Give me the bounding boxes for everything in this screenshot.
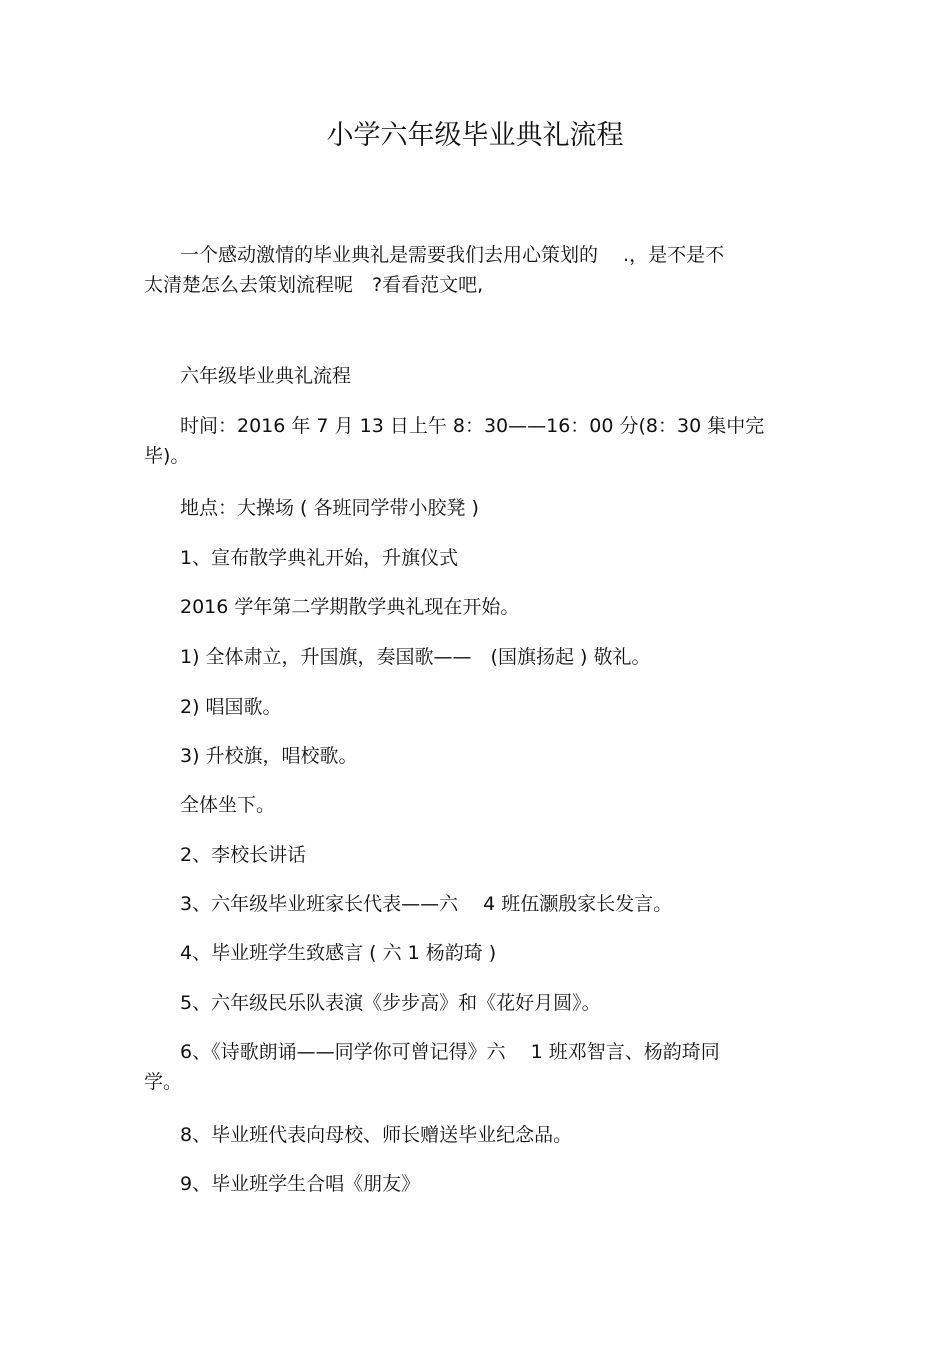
list-item: 2) 唱国歌。 <box>180 696 282 718</box>
list-item: 5、六年级民乐队表演《步步高》和《花好月圆》。 <box>180 992 601 1014</box>
time-paragraph <box>144 411 804 471</box>
location-line: 地点：大操场 ( 各班同学带小胶凳 ) <box>180 497 479 519</box>
list-item: 3) 升校旗，唱校歌。 <box>180 745 358 767</box>
list-item: 4、毕业班学生致感言 ( 六 1 杨韵琦 ) <box>180 942 497 964</box>
list-item: 3、六年级毕业班家长代表——六 4 班伍灏殷家长发言。 <box>180 893 673 915</box>
time-line-2: 毕)。 <box>144 445 190 467</box>
item6-paragraph <box>144 1037 804 1097</box>
document-title: 小学六年级毕业典礼流程 <box>326 120 624 151</box>
item6-line-2: 学。 <box>144 1071 183 1093</box>
intro-line-2: 太清楚怎么去策划流程呢 ?看看范文吧, <box>144 274 484 296</box>
list-item: 全体坐下。 <box>180 794 276 816</box>
list-item: 1) 全体肃立，升国旗，奏国歌—— (国旗扬起 ) 敬礼。 <box>180 646 651 668</box>
list-item: 9、毕业班学生合唱《朋友》 <box>180 1173 421 1195</box>
list-item: 8、毕业班代表向母校、师长赠送毕业纪念品。 <box>180 1124 573 1146</box>
list-item: 2、李校长讲话 <box>180 844 307 866</box>
section-heading: 六年级毕业典礼流程 <box>180 365 352 387</box>
item6-line-1: 6、《诗歌朗诵——同学你可曾记得》六 1 班邓智言、杨韵琦同 <box>180 1041 720 1063</box>
time-line-1: 时间：2016 年 7 月 13 日上午 8：30——16：00 分(8：30 集中完 <box>180 415 765 437</box>
intro-paragraph <box>144 240 804 300</box>
list-item: 2016 学年第二学期散学典礼现在开始。 <box>180 596 520 618</box>
intro-line-1: 一个感动激情的毕业典礼是需要我们去用心策划的 .，是不是不 <box>180 244 725 266</box>
list-item: 1、宣布散学典礼开始，升旗仪式 <box>180 547 459 569</box>
